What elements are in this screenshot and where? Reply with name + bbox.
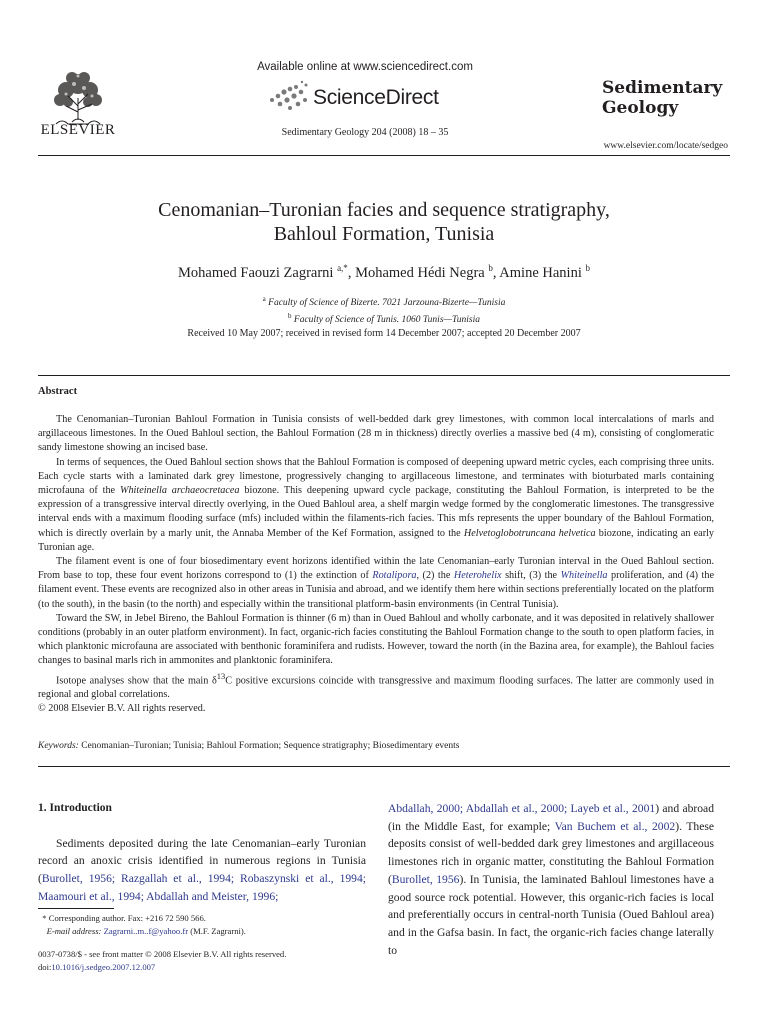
affiliation-mark: b	[288, 311, 292, 320]
taxon-link[interactable]: Heterohelix	[453, 570, 502, 582]
abstract-divider	[38, 375, 730, 376]
affiliation-text: Faculty of Science of Tunis. 1060 Tunis—Tunisia	[293, 314, 480, 325]
journal-title	[602, 78, 722, 118]
author-name: Mohamed Hédi Negra	[355, 264, 485, 281]
citation-link[interactable]: Van Buchem et al., 2002	[554, 819, 676, 833]
abstract-heading: Abstract	[38, 386, 78, 397]
body-paragraph: Sediments deposited during the late Cenomanian–early Turonian record an anoxic crisis identified in numerous regions in Tunisia (Burollet, 1956; Razgallah et al., 1994; Robaszynski et al., 1994; Maamouri et al., 1994; Abdallah and Meister, 1996;	[38, 836, 366, 903]
affiliation-item	[100, 293, 668, 310]
journal-title-line1: Sedimentary	[602, 78, 723, 98]
section-heading: 1. Introduction	[38, 802, 112, 814]
header-divider	[38, 155, 730, 156]
taxon-name: Whiteinella archaeocretacea	[119, 485, 240, 497]
affiliations	[100, 293, 668, 326]
keywords-divider	[38, 766, 730, 767]
doi-link[interactable]: 10.1016/j.sedgeo.2007.12.007	[51, 962, 156, 972]
received-dates: Received 10 May 2007; received in revised form 14 December 2007; accepted 20 December 2007	[187, 328, 581, 339]
author-affiliation-mark[interactable]: b	[488, 263, 493, 273]
taxon-link[interactable]: Whiteinella	[560, 570, 608, 582]
issn-line: 0037-0738/$ - see front matter © 2008 Elsevier B.V. All rights reserved.	[38, 949, 287, 959]
taxon-link[interactable]: Rotalipora	[372, 570, 417, 582]
article-title-line2: Bahloul Formation, Tunisia	[273, 223, 495, 245]
footnote	[38, 912, 366, 938]
footnote-divider	[38, 908, 114, 909]
email-note: E-mail address: Zagrarni..m..f@yahoo.fr (M.F. Zagrarni).	[46, 926, 246, 936]
affiliation-item	[100, 310, 668, 327]
taxon-name: Helvetoglobotruncana helvetica	[463, 527, 596, 539]
abstract-paragraph: The Cenomanian–Turonian Bahloul Formation in Tunisia consists of well-bedded dark grey limestones, with common local intercalations of marls and argillaceous limestones. In the Oued Bahloul section, the Bahloul Formation (28 m in thickness) directly overlies a massive bed (4 m), consisting of conglomeratic sandy limestone showing an incised base.	[38, 414, 714, 454]
body-column-right	[388, 800, 714, 959]
citation-link[interactable]: Burollet, 1956; Razgallah et al., 1994; Robaszynski et al., 1994; Maamouri et al., 1994; Abdallah and Meister, 1996;	[38, 872, 366, 903]
publisher-name: ELSEVIER	[40, 122, 116, 138]
body-paragraph: Abdallah, 2000; Abdallah et al., 2000; Layeb et al., 2001) and abroad (in the Middle East, for example; Van Buchem et al., 2002). These deposits consist of well-bedded dark grey limestones and argillaceous limestones rich in organic matter, constituting the Bahloul Formation (Burollet, 1956). In Tunisia, the laminated Bahloul limestones have a good source rock potential. However, this organic-rich facies is local and preferentially occurs in central-north Tunisia (Oued Bahloul area) and in the Gafsa basin. In fact, the organic-rich facies change laterally to	[388, 802, 715, 957]
keywords-text: Cenomanian–Turonian; Tunisia; Bahloul Formation; Sequence stratigraphy; Biosedimentary events	[81, 741, 460, 751]
sciencedirect-wordmark[interactable]: ScienceDirect	[313, 86, 439, 109]
article-title-line1: Cenomanian–Turonian facies and sequence stratigraphy,	[158, 199, 610, 221]
author-name: Amine Hanini	[499, 264, 582, 281]
corresponding-author-note: * Corresponding author. Fax: +216 72 590 566.	[42, 913, 206, 923]
email-link[interactable]: Zagrarni..m..f@yahoo.fr	[103, 926, 189, 936]
doi-line: doi:10.1016/j.sedgeo.2007.12.007	[38, 962, 156, 972]
affiliation-mark: a	[262, 295, 266, 303]
copyright-notice: © 2008 Elsevier B.V. All rights reserved.	[38, 703, 206, 715]
author-name: Mohamed Faouzi Zagrarni	[178, 264, 334, 281]
abstract-paragraph: Isotope analyses show that the main $\delta^{13}C$ positive excursions coincide with transgressive and maximum flooding surfaces. The latter are commonly used in regional and global correlations.	[38, 670, 714, 701]
article-title	[100, 198, 668, 246]
author-list: Mohamed Faouzi Zagrarni $^{a,*}$, Mohamed Hédi Negra $^b$, Amine Hanini $^b$	[178, 263, 590, 281]
available-online-text[interactable]: Available online at www.sciencedirect.com	[257, 61, 473, 73]
abstract-paragraph: Toward the SW, in Jebel Bireno, the Bahloul Formation is thinner (6 m) than in Oued Bahloul and wholly carbonate, and it was deposited in relatively shallower conditions (probably in an outer platform environment). In fact, organic-rich facies constituting the Bahloul Formation change to the south to open platform facies, in which planktonic microfauna are associated with benthonic foraminifera and rudists. However, toward the north (in the Bazina area, for example), the Bahloul facies changes to basinal marls rich in ammonites and planktonic foraminifera.	[38, 612, 714, 667]
front-matter	[38, 948, 366, 974]
affiliation-text: Faculty of Science of Bizerte. 7021 Jarzouna-Bizerte—Tunisia	[268, 298, 506, 309]
abstract-paragraph: In terms of sequences, the Oued Bahloul section shows that the Bahloul Formation is composed of deepening upward metric cycles, each comprising three units. Each cycle starts with a laminated dark grey limestone, progressively changing to argillaceous limestone, and terminates with bioturbated marls containing microfauna of the Whiteinella archaeocretacea biozone. This deepening upward cycle package, constituting the Bahloul Formation, is interpreted to be the expression of a transgressive interval directly overlying, in the Oued Bahloul area, a shelf margin wedge formed by the conglomeratic limestones. The transgressive interval ends with a maximum flooding surface (mfs) included within the filaments-rich facies. This mfs represents the upper boundary of the Bahloul Formation, which is directly overlain by a marly unit, the Annaba Member of the Kef Formation, assigned to the Helvetoglobotruncana helvetica biozone, indicating an early Turonian age.	[38, 456, 715, 553]
keywords	[38, 741, 714, 751]
abstract-body	[38, 413, 714, 717]
author-affiliation-mark[interactable]: a,*	[337, 263, 348, 273]
journal-url-link[interactable]: www.elsevier.com/locate/sedgeo	[603, 141, 728, 151]
author-affiliation-mark[interactable]: b	[585, 263, 590, 273]
citation-link[interactable]: Abdallah, 2000; Abdallah et al., 2000; Layeb et al., 2001	[388, 802, 656, 815]
keywords-label: Keywords:	[38, 741, 79, 751]
abstract-paragraph: The filament event is one of four biosedimentary event horizons identified within the late Cenomanian–early Turonian interval in the Oued Bahloul section. From base to top, these four event horizons correspond to (1) the extinction of Rotalipora, (2) the Heterohelix shift, (3) the Whiteinella proliferation, and (4) the filament event. These events are recognized also in other areas in Tunisia and abroad, and we identify them here within sections preferentially located on the platform (to the south), in the basin (to the north) and especially within the transitional platform-basin environments (in Central Tunisia).	[38, 556, 715, 610]
journal-reference: Sedimentary Geology 204 (2008) 18 – 35	[281, 127, 449, 138]
journal-title-line2: Geology	[602, 98, 679, 118]
body-column-left	[38, 800, 366, 906]
citation-link[interactable]: Burollet, 1956	[391, 872, 460, 886]
